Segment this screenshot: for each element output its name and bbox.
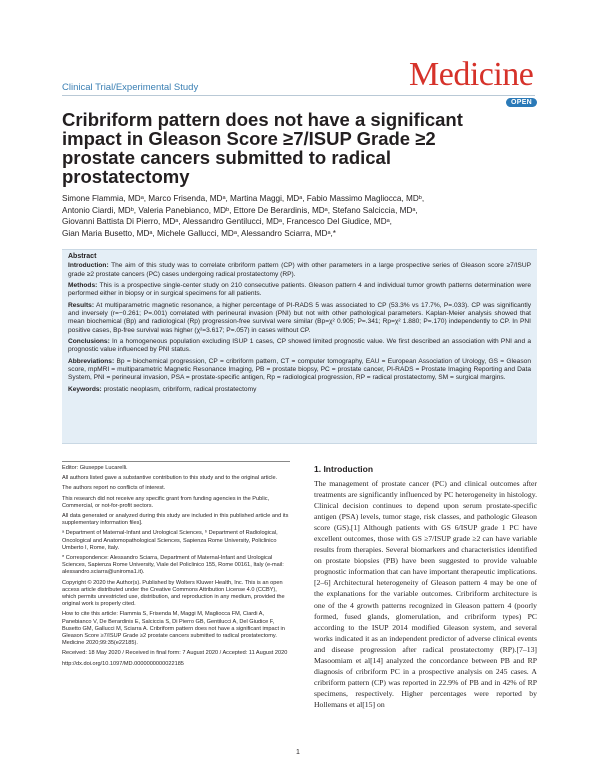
abstract-keywords — [68, 386, 531, 394]
author-line: Giovanni Battista Di Pierro, MDᵃ, Alessandro Gentilucci, MDᵃ, Francesco Del Giudice, MDᵃ, — [62, 217, 392, 226]
copyright: Copyright © 2020 the Author(s). Published by Wolters Kluwer Health, Inc. This is an open access article distributed under the Creative Commons Attribution License 4.0 (CCBY), which permits unrestricted use, distribution, and reproduction in any medium, provided the original work is properly cited. — [62, 579, 285, 608]
notes-divider — [62, 461, 290, 462]
affiliations: ᵃ Department of Maternal-Infant and Urological Sciences, ᵇ Department of Radiological, Oncological and Anatomopathological Sciences, Sapienza Rome University, Policlinico Umberto I, Rome, Italy. — [62, 530, 278, 551]
data-availability-note: All data generated or analyzed during this study are included in this published article and its supplementary information files]. — [62, 513, 289, 527]
dates: Received: 18 May 2020 / Received in final form: 7 August 2020 / Accepted: 11 August 2020 — [62, 650, 288, 657]
section-text: In a homogeneous population excluding ISUP 1 cases, CP showed limited prognostic value. We first described an association with PNI and a prognostic value influenced by PNI status. — [68, 338, 531, 354]
abstract-heading: Abstract — [68, 253, 97, 260]
journal-logo: Medicine — [409, 56, 534, 93]
article-category: Clinical Trial/Experimental Study — [62, 82, 199, 93]
contribution-note: All authors listed gave a substantive contribution to this study and to the original article. — [62, 475, 278, 482]
editor-note: Editor: Giuseppe Lucarelli. — [62, 465, 128, 471]
section-text: prostatic neoplasm, cribriform, radical prostatectomy — [103, 385, 257, 393]
introduction-text: The management of prostate cancer (PC) and clinical outcomes after treatments are significantly influenced by PC heterogeneity in histology. Clinical decision continues to depend upon serum prostate-specific antigen (PSA) levels, tumor stage, risk classes, and pathologic Gleason score (GS).[1] Although patients with GS 6/ISUP grade 1 PC have excellent outcomes, those with GS ≥7/ISUP grade ≥2 can have variable results from therapies. Several biomarkers and characteristics identified on prostate biopsies (PB) have been suggested to provide valuable prognostic information that can have important therapeutic implications.[2–6] Architectural heterogeneity of Gleason pattern 4 may be one of the explanations for the variable outcomes. Cribriform architecture is one of the 4 growth patterns recognized in Gleason pattern 4 (poorly formed, fused glands, glomerulation, and cribriform types) PC according to the ISUP 2014 modified Gleason system, and several works indicated it as an independent predictor of adverse clinical events and disease progression after radical prostatectomy (RP).[7–13] Masoomiam et al[14] analyzed the concordance between PB and RP diagnosis of cribriform PC in a prospective analysis on 245 cases. A cribriform pattern (CP) was reported in 22.9% of PB and in 42% of RP specimens, respectively. Higher percentages were reported by Hollemans et al[15] on — [314, 479, 537, 709]
introduction-heading: 1. Introduction — [314, 464, 374, 474]
page-number: 1 — [296, 749, 300, 756]
front-matter-notes — [62, 465, 290, 671]
open-access-badge: OPEN — [506, 98, 537, 107]
abstract-results — [68, 302, 531, 335]
author-list — [62, 193, 537, 239]
funding-note: This research did not receive any specific grant from funding agencies in the Public, Commercial, or not-for-profit sectors. — [62, 495, 270, 509]
correspondence: * Correspondence: Alessandro Sciarra, Department of Maternal-Infant and Urological Sciences, Sapienza Rome University, Viale del Policlinico 155, Rome 00161, Italy (e-mail: alessandro.sciarra@uniroma1.it). — [62, 555, 284, 576]
author-line: Gian Maria Busetto, MDᵃ, Michele Gallucci, MDᵃ, Alessandro Sciarra, MDᵃ,* — [62, 228, 336, 238]
abstract-introduction — [68, 262, 531, 279]
section-label: Methods: — [68, 282, 98, 290]
article-title: Cribriform pattern does not have a significant impact in Gleason Score ≥7/ISUP Grade ≥2 prostate cancers submitted to radical prostatectomy — [62, 109, 463, 187]
citation-note: How to cite this article: Flammia S, Frisenda M, Maggi M, Magliocca FM, Ciardi A, Panebianco V, De Berardinis E, Salciccia S, Di Pierro GB, Gentilucci A, Del Giudice F, Busetto GM, Gallucci M, Sciarra A. Cribriform pattern does not have a significant impact in Gleason Score ≥7/ISUP Grade ≥2 prostate cancers submitted to radical prostatectomy. Medicine 2020;99:35(e22185). — [62, 611, 285, 647]
section-label: Results: — [68, 301, 95, 309]
section-label: Conclusions: — [68, 338, 110, 346]
abstract-conclusions — [68, 338, 531, 355]
abstract-abbreviations — [68, 358, 531, 383]
abstract-box — [62, 249, 537, 444]
section-label: Abbreviations: — [68, 357, 115, 365]
header-divider — [62, 95, 535, 96]
doi-link[interactable]: http://dx.doi.org/10.1097/MD.0000000000022185 — [62, 660, 184, 667]
section-text: The aim of this study was to correlate cribriform pattern (CP) with other parameters in a large prospective series of Gleason score ≥7/ISUP grade ≥2 prostate cancers (PC) cases undergoing radical prostatectomy (RP). — [68, 262, 531, 278]
abstract-methods — [68, 282, 531, 299]
section-label: Introduction: — [68, 262, 109, 270]
section-text: This is a prospective single-center study on 210 consecutive patients. Gleason pattern 4 and individual tumor growth patterns determination were performed either in biopsy or in surgical specimens for all patients. — [68, 282, 532, 298]
author-line: Simone Flammia, MDᵃ, Marco Frisenda, MDᵃ, Martina Maggi, MDᵃ, Fabio Massimo Magliocca, MDᵇ, — [62, 194, 425, 203]
section-label: Keywords: — [68, 385, 102, 393]
author-line: Antonio Ciardi, MDᵇ, Valeria Panebianco, MDᵇ, Ettore De Berardinis, MDᵃ, Stefano Salciccia, MDᵃ, — [62, 205, 418, 215]
section-text: Bp = biochemical progression, CP = cribriform pattern, CT = computer tomography, EAU = European Association of Urology, GS = Gleason score, mpMRI = multiparametric Magnetic Resonance Imaging, PB = prostate biopsy, PC = prostate cancer, PI-RADS = Prostate Imaging Reporting and Data System, PNI = perineural invasion, PSA = prostate-specific antigen, Rp = radiological progression, RP = radical prostatectomy, SM = surgical margins. — [68, 357, 531, 382]
section-text: At multiparametric magnetic resonance, a higher percentage of PI-RADS 5 was associated to CP (53.3% vs 17.7%, P=.033). CP was significantly and inversely (r=−0.261; P=.001) correlated with perineural invasion (PNI) but not with other pathological parameters. Kaplan-Meier analysis showed that mean biochemical (Bp) and radiological (Rp) progression-free survival were similar (Bp=χ² 0.905; P=.341; Rp=χ² 1.880; P=.170) independently to CP. In PNI positive cases, Bp-free survival was higher (χ²=3.617; P=.057) in cases without CP. — [68, 301, 532, 334]
conflict-note: The authors report no conflicts of interest. — [62, 485, 166, 492]
